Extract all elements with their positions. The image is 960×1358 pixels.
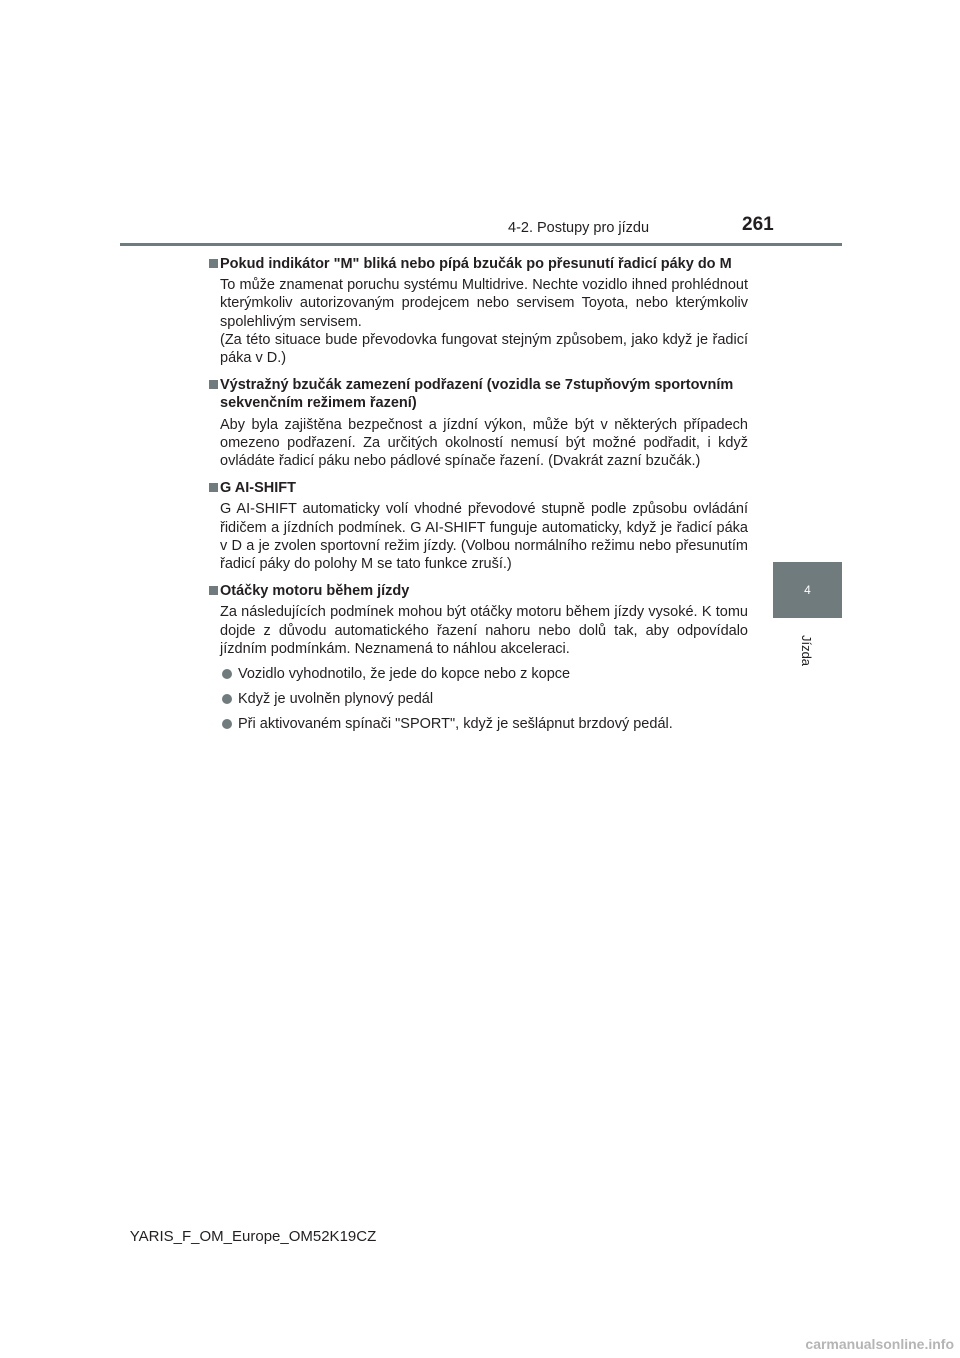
list-item-text: Vozidlo vyhodnotilo, že jede do kopce nebo z kopce: [238, 666, 571, 683]
circle-bullet-icon: [222, 719, 232, 729]
chapter-label: [787, 620, 827, 680]
section-title: [210, 376, 748, 412]
header-divider: [120, 243, 842, 246]
section-title-text: Otáčky motoru během jízdy: [220, 583, 410, 600]
section-title: [210, 479, 748, 497]
section-body: [210, 603, 748, 658]
section-title: [210, 582, 748, 600]
paragraph: Za následujících podmínek mohou být otáčky motoru během jízdy vysoké. K tomu dojde z důvodu automatického řazení nahoru nebo dolů tak, aby odpovídalo jízdním podmínkám. Neznamená to náhlou akceleraci.: [220, 604, 748, 657]
paragraph: To může znamenat poruchu systému Multidrive. Nechte vozidlo ihned prohlédnout kterýmkoliv autorizovaným prodejcem nebo servisem Toyota, nebo kterýmkoliv spolehlivým servisem.: [220, 277, 748, 330]
watermark: carmanualsonline.info: [805, 1336, 954, 1352]
square-bullet-icon: [209, 259, 218, 268]
section-item-g-ai-shift: [210, 479, 748, 573]
section-header: 4-2. Postupy pro jízdu: [508, 220, 650, 236]
chapter-tab: [773, 562, 842, 618]
section-body: [210, 500, 748, 573]
list-item-text: Při aktivovaném spínači "SPORT", když je sešlápnut brzdový pedál.: [238, 716, 673, 733]
list-item: [220, 665, 748, 683]
section-item-downshift-buzzer: [210, 376, 748, 470]
section-body: [210, 416, 748, 471]
list-item: [220, 715, 748, 733]
paragraph: (Za této situace bude převodovka fungovat stejným způsobem, jako když je řadicí páka v D.): [220, 331, 748, 367]
chapter-title: Jízda: [799, 634, 815, 666]
chapter-number: 4: [804, 583, 811, 597]
document-code: YARIS_F_OM_Europe_OM52K19CZ: [129, 1228, 377, 1245]
section-body: [210, 276, 748, 367]
section-title: [210, 255, 748, 273]
circle-bullet-icon: [222, 694, 232, 704]
section-item-engine-speed: [210, 582, 748, 733]
circle-bullet-icon: [222, 669, 232, 679]
square-bullet-icon: [209, 380, 218, 389]
list-item-text: Když je uvolněn plynový pedál: [238, 691, 434, 708]
content: [210, 255, 748, 743]
list-item: [220, 690, 748, 708]
section-title-text: Výstražný bzučák zamezení podřazení (vozidla se 7stupňovým sportovním sekvenčním režimem řazení): [220, 377, 734, 412]
square-bullet-icon: [209, 483, 218, 492]
paragraph: Aby byla zajištěna bezpečnost a jízdní výkon, může být v některých případech omezeno podřazení. Za určitých okolností nemusí být možné podřadit, i když ovládáte řadicí páku nebo pádlové spínače řazení. (Dvakrát zazní bzučák.): [220, 416, 748, 470]
footer: [0, 1228, 960, 1245]
section-item-m-indicator: [210, 255, 748, 367]
section-title-text: G AI-SHIFT: [220, 480, 296, 497]
page-number: 261: [742, 214, 774, 235]
square-bullet-icon: [209, 586, 218, 595]
section-title-text: Pokud indikátor "M" bliká nebo pípá bzučák po přesunutí řadicí páky do M: [220, 256, 732, 272]
paragraph: G AI-SHIFT automaticky volí vhodné převodové stupně podle způsobu ovládání řidičem a jízdních podmínek. G AI-SHIFT funguje automaticky, když je řadicí páka v D a je zvolen sportovní režim jízdy. (Volbou normálního režimu nebo přesunutím řadicí páky do polohy M se tato funkce zruší.): [220, 501, 748, 573]
